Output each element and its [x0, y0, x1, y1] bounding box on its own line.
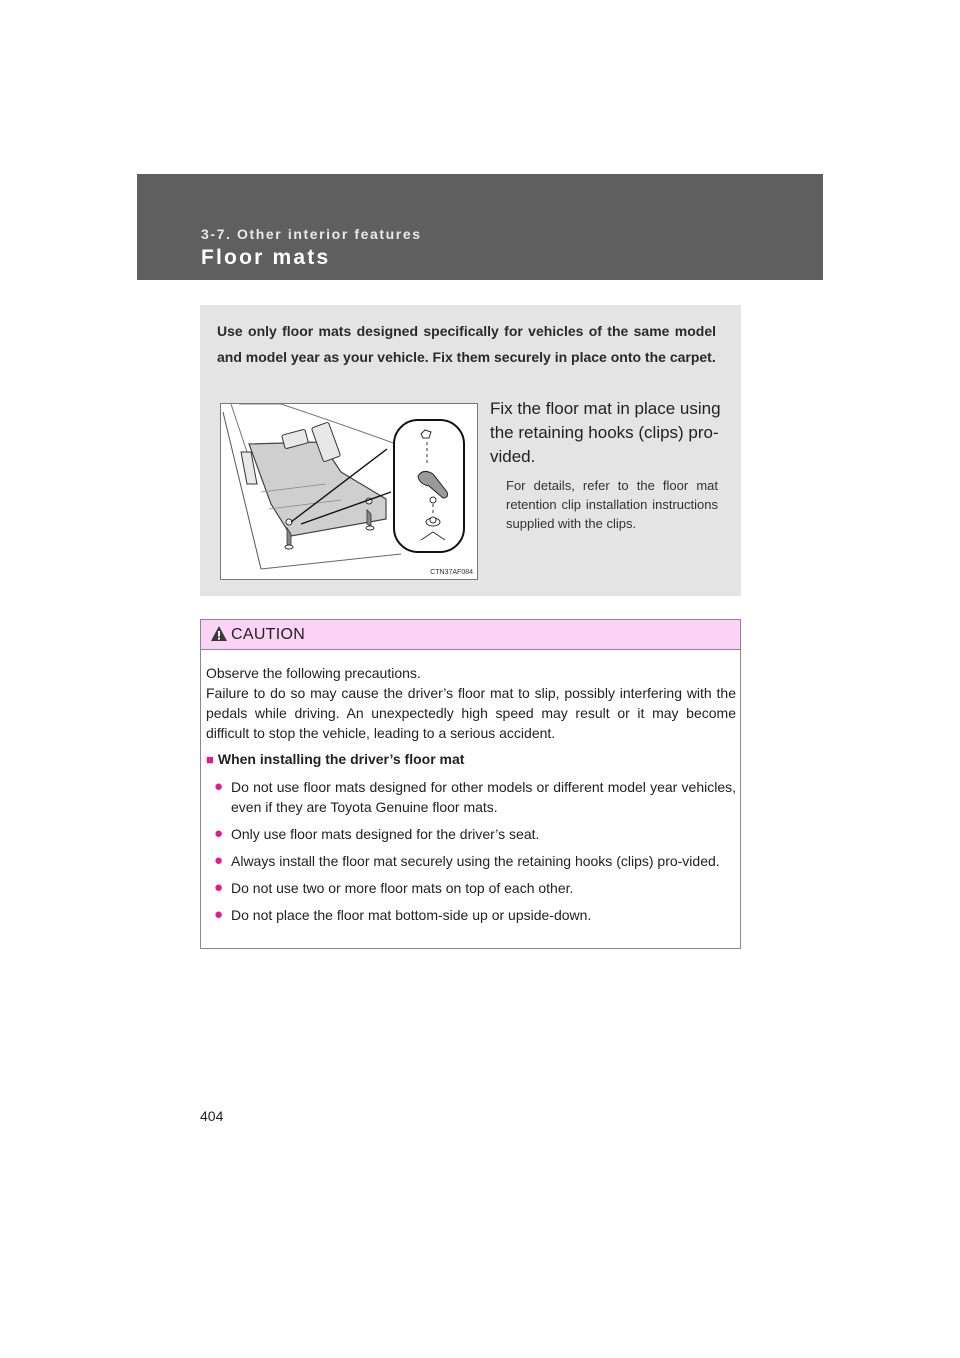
details-text: For details, refer to the floor mat retention clip installation instructions supplied with the clips. — [506, 478, 718, 531]
floor-mat-diagram-icon — [221, 404, 477, 579]
instruction-text: Fix the floor mat in place using the retaining hooks (clips) pro-vided. — [490, 399, 721, 466]
square-bullet-icon: ■ — [206, 752, 214, 767]
warning-triangle-icon — [210, 625, 228, 642]
page-number: 404 — [200, 1108, 224, 1124]
list-item-text: Only use floor mats designed for the driver’s seat. — [231, 826, 540, 842]
caution-body — [206, 663, 736, 925]
list-item-text: Do not use two or more floor mats on top of each other. — [231, 880, 574, 896]
caution-subheading-text: When installing the driver’s floor mat — [217, 751, 465, 767]
list-item — [206, 851, 736, 871]
caution-header — [201, 620, 740, 650]
bullet-dot-icon: ● — [214, 778, 224, 795]
bullet-dot-icon: ● — [214, 852, 224, 869]
list-item — [206, 878, 736, 898]
caution-box — [200, 619, 741, 949]
list-item — [206, 905, 736, 925]
section-label: 3-7. Other interior features — [201, 226, 422, 242]
page-title: Floor mats — [201, 246, 331, 269]
list-item — [206, 777, 736, 817]
list-item-text: Always install the floor mat securely using the retaining hooks (clips) pro-vided. — [231, 853, 720, 869]
list-item-text: Do not place the floor mat bottom-side up or upside-down. — [231, 907, 592, 923]
bullet-dot-icon: ● — [214, 906, 224, 923]
caution-subheading — [206, 749, 736, 770]
caution-intro-paragraph: Failure to do so may cause the driver’s floor mat to slip, possibly interfering with the pedals while driving. An unexpectedly high speed may result or it may become difficult to stop the vehicle, leading to a serious accident. — [206, 685, 736, 741]
intro-text: Use only floor mats designed specifically for vehicles of the same model and model year as your vehicle. Fix them securely in place onto the carpet. — [217, 323, 716, 365]
info-box — [200, 305, 741, 596]
bullet-dot-icon: ● — [214, 825, 224, 842]
caution-title: CAUTION — [231, 626, 306, 643]
caution-bullet-list — [206, 777, 736, 925]
bullet-dot-icon: ● — [214, 879, 224, 896]
section-header-band — [137, 174, 823, 280]
list-item-text: Do not use floor mats designed for other models or different model year vehicles, even if they are Toyota Genuine floor mats. — [231, 779, 736, 815]
floor-mat-illustration — [220, 403, 478, 580]
list-item — [206, 824, 736, 844]
caution-intro-line: Observe the following precautions. — [206, 665, 421, 681]
illustration-code: CTN37AF084 — [430, 569, 473, 576]
